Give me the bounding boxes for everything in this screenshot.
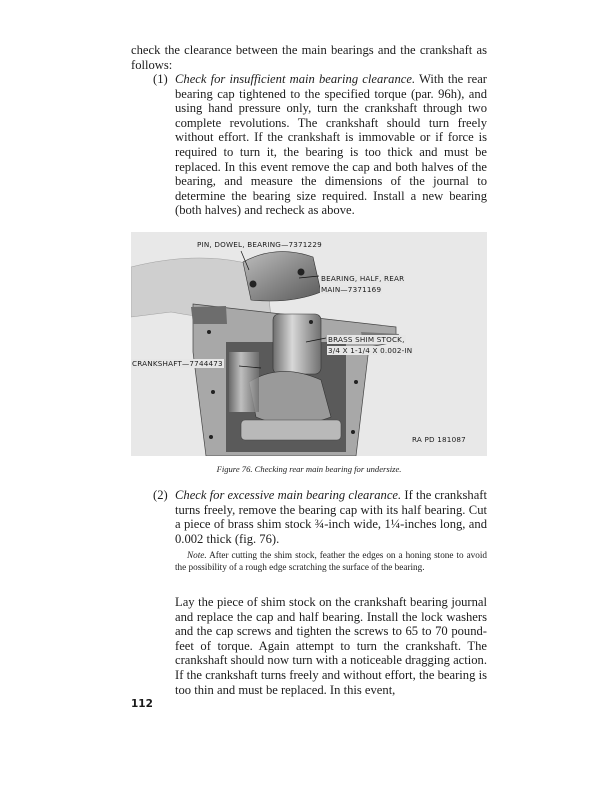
item-1-paragraph — [175, 72, 487, 218]
main-journal — [273, 314, 321, 374]
block-flange-left — [191, 306, 227, 324]
item-2-body: If the crankshaft turns freely, remove the bearing cap with its half bearing. Cut a piece of brass shim stock ¾-inch wide, 1¼-inches long, and 0.002 thick (fig. 76). — [175, 488, 487, 546]
note-label: Note. — [187, 550, 207, 560]
item-1-body: With the rear bearing cap tightened to the specified torque (par. 96h), and using hand pressure only, turn the crankshaft through two complete revolutions. The crankshaft should turn freely without effort. If the crankshaft is immovable or if force is required to turn it, the bearing is too thick and must be replaced. In this event remove the cap and both halves of the bearing, and measure the dimensions of the journal to determine the bearing size required. Install a new bearing (both halves) and recheck as above. — [175, 72, 487, 218]
cap-bolt-hole-right — [298, 269, 305, 276]
item-2-number: (2) — [153, 488, 168, 502]
page-number: 112 — [131, 698, 153, 710]
intro-text: check the clearance between the main bearings and the crankshaft as follows: — [131, 43, 487, 72]
bearing-cap-shape — [243, 252, 321, 301]
engine-photo-illustration — [131, 232, 487, 456]
item-1-heading: Check for insufficient main bearing clearance. — [175, 72, 416, 86]
connecting-rod-cap — [241, 420, 341, 440]
intro-paragraph — [131, 43, 487, 72]
item-2-paragraph — [175, 488, 487, 546]
item-1-number: (1) — [153, 72, 168, 86]
crank-counterweight — [249, 371, 331, 424]
label-bearing-half-line2: MAIN—7371169 — [321, 285, 382, 294]
label-ra-pd-reference: RA PD 181087 — [412, 435, 466, 444]
label-bearing-half-line1: BEARING, HALF, REAR — [321, 274, 405, 283]
label-dowel-pin: PIN, DOWEL, BEARING—7371229 — [197, 240, 322, 249]
label-crankshaft: CRANKSHAFT—7744473 — [132, 359, 223, 368]
note-paragraph — [175, 550, 487, 574]
cap-bolt-hole-left — [250, 281, 257, 288]
note-text: After cutting the shim stock, feather the edges on a honing stone to avoid the possibility of a rough edge scratching the surface of the bearing. — [175, 550, 487, 572]
label-shim-line1: BRASS SHIM STOCK, — [328, 335, 405, 344]
figure-caption: Figure 76. Checking rear main bearing for undersize. — [216, 464, 402, 474]
item-2-heading: Check for excessive main bearing clearance. — [175, 488, 402, 502]
label-shim-line2: 3/4 X 1-1/4 X 0.002-IN — [328, 346, 413, 355]
item-2-continuation: Lay the piece of shim stock on the crankshaft bearing journal and replace the cap and half bearing. Install the lock washers and the cap screws and tighten the screws to 65 to 70 pound-feet of torque. Again attempt to turn the crankshaft. The crankshaft should now turn with a noticeable dragging action. If the crankshaft turns freely and without effort, the bearing is too thin and must be replaced. In this event, — [175, 595, 487, 697]
rod-journal — [229, 352, 259, 412]
figure-76-photo — [131, 232, 487, 456]
